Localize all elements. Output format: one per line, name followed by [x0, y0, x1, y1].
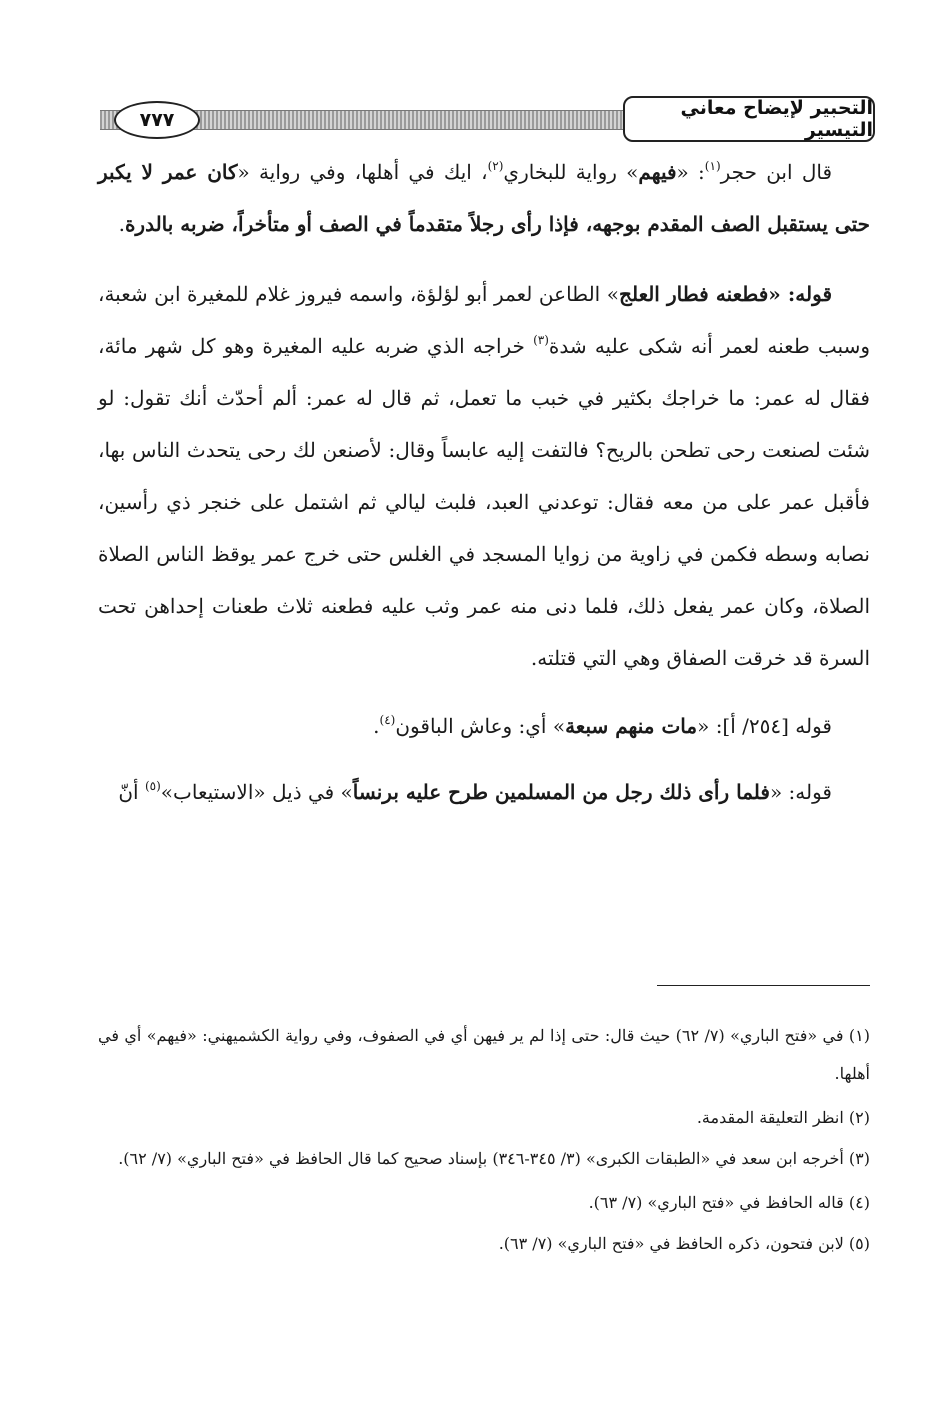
- paragraph-1: [98, 146, 870, 250]
- footnote-3: (٣) أخرجه ابن سعد في «الطبقات الكبرى» (٣/ ٣٤٥-٣٤٦) بإسناد صحيح كما قال الحافظ في «فتح الباري» (٧/ ٦٢).: [118, 1149, 870, 1168]
- text-run: قال ابن حجر: [720, 160, 832, 184]
- bold-run: فيهم: [638, 160, 677, 184]
- running-header: [100, 96, 875, 144]
- page-number: ٧٧٧: [114, 101, 200, 139]
- footnote-1: (١) في «فتح الباري» (٧/ ٦٢) حيث قال: حتى إذا لم ير فيهن أي في الصفوف، وفي رواية الكشميهني: «فيهم» أي في أهلها.: [98, 1026, 870, 1083]
- text-run: » أي: وعاش الباقون: [395, 714, 566, 738]
- paragraph-3: [98, 700, 870, 752]
- footnote-2: (٢) انظر التعليقة المقدمة.: [696, 1108, 870, 1127]
- bold-run: فلما رأى ذلك رجل من المسلمين طرح عليه برنساً: [352, 780, 770, 804]
- paragraph-2: [98, 268, 870, 684]
- footnote-4: (٤) قاله الحافظ في «فتح الباري» (٧/ ٦٣).: [588, 1193, 870, 1212]
- footnote-5: (٥) لابن فتحون، ذكره الحافظ في «فتح الباري» (٧/ ٦٣).: [498, 1234, 870, 1253]
- text-run: .: [373, 714, 380, 738]
- text-run: خراجه الذي ضربه عليه المغيرة وهو كل شهر مائة، فقال له عمر: ما خراجك بكثير في خبب ما تعمل، ثم قال له عمر: ألم أحدّث أنك تقول: لو شئت لصنعت رحى تطحن بالريح؟ فالتفت إليه عابساً وقال: لأصنعن لك رحى يتحدث الناس بها، فأقبل عمر على من معه فقال: توعدني العبد، فلبث ليالي ثم اشتمل على خنجر ذي رأسين، نصابه وسطه فكمن في زاوية من زوايا المسجد في الغلس حتى خرج عمر يوقظ الناس الصلاة الصلاة، وكان عمر يفعل ذلك، فلما دنى منه عمر وثب عليه فطعنه ثلاث طعنات إحداهن تحت السرة قد خرقت الصفاق وهي التي قتلته.: [98, 334, 870, 670]
- text-run: قوله [٢٥٤/ أ]: «: [697, 714, 832, 738]
- text-run: » رواية للبخاري: [503, 160, 639, 184]
- footnotes: [98, 1017, 870, 1269]
- text-run: » الطاعن لعمر أبو لؤلؤة، واسمه فيروز غلام للمغيرة ابن شعبة، وسبب طعنه لعمر أنه شكى عليه شدة: [98, 282, 871, 358]
- footnote-ref-1[interactable]: (١): [704, 159, 721, 173]
- text-run: ، ايك في أهلها، وفي رواية «: [237, 160, 488, 184]
- text-run: » في ذيل «الاستيعاب»: [160, 780, 353, 804]
- footnote-ref-5[interactable]: (٥): [144, 779, 161, 793]
- text-run: أنّ: [118, 780, 145, 804]
- bold-run: قوله: «فطعنه فطار العلج: [619, 282, 833, 306]
- text-run: قوله: «: [769, 780, 832, 804]
- paragraph-4: [98, 766, 870, 818]
- book-title: التحبير لإيضاح معاني التيسير: [623, 96, 875, 142]
- footnote-ref-3[interactable]: (٣): [533, 333, 549, 347]
- text-run: .: [118, 212, 125, 236]
- bold-run: مات منهم سبعة: [565, 714, 698, 738]
- main-text: [98, 146, 870, 834]
- footnote-ref-4[interactable]: (٤): [379, 713, 396, 727]
- footnote-ref-2[interactable]: (٢): [487, 159, 504, 173]
- text-run: : «: [676, 160, 705, 184]
- bold-run: كان عمر لا يكبر حتى يستقبل الصف المقدم بوجهه، فإذا رأى رجلاً متقدماً في الصف أو متأخراً، ضربه بالدرة: [98, 160, 870, 236]
- footnote-separator: [657, 985, 870, 986]
